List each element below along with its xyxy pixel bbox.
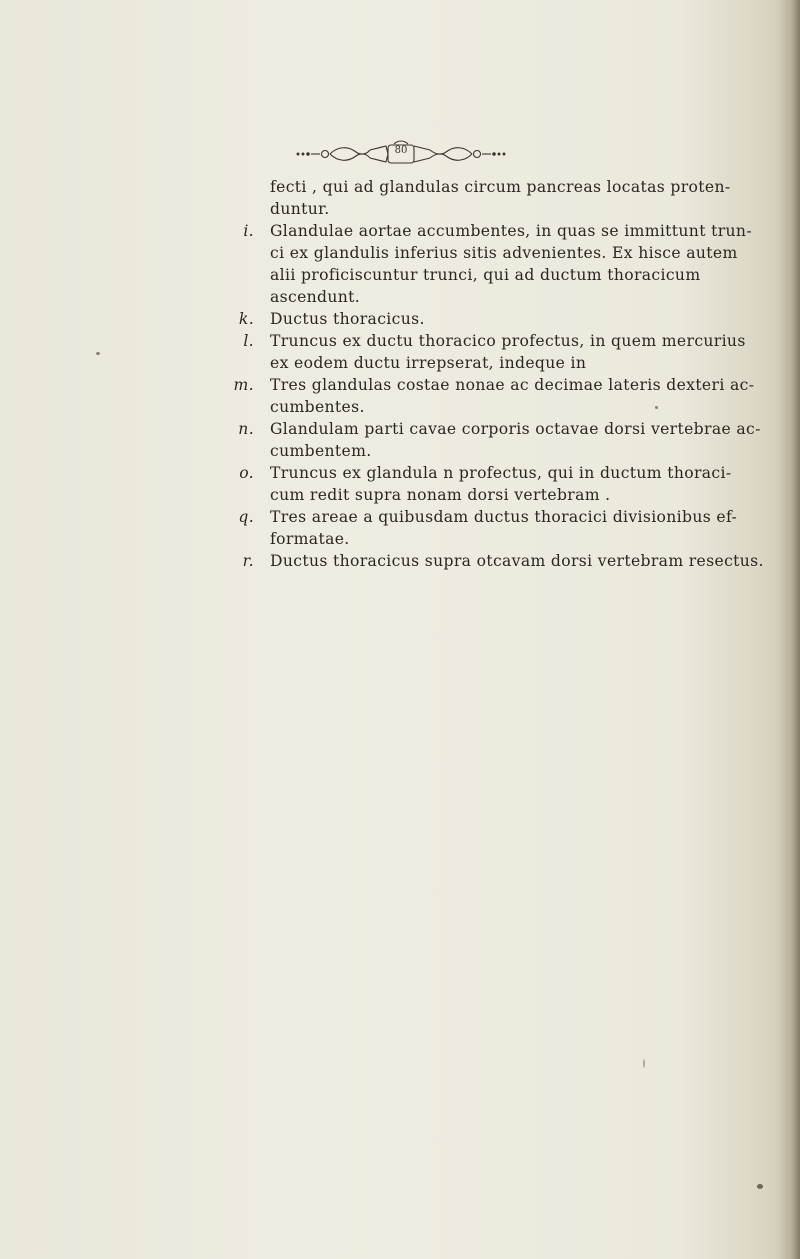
legend-entry-r xyxy=(240,550,780,572)
entry-letter: o. xyxy=(239,464,254,482)
entry-letter: n. xyxy=(238,420,254,438)
paper-speck xyxy=(96,352,100,355)
text-line: ci ex glandulis inferius sitis advenientes. Ex hisce autem xyxy=(270,244,738,262)
text-line: cum redit supra nonam dorsi vertebram . xyxy=(270,486,611,504)
text-line: formatae. xyxy=(270,530,350,548)
entry-letter: l. xyxy=(243,332,254,350)
text-line: Tres areae a quibusdam ductus thoracici divisionibus ef- xyxy=(270,508,738,526)
text-line: Ductus thoracicus. xyxy=(270,310,425,328)
text-line: Glandulam parti cavae corporis octavae dorsi vertebrae ac- xyxy=(270,420,761,438)
text-line: duntur. xyxy=(270,200,330,218)
text-line: cumbentes. xyxy=(270,398,365,416)
text-line: Ductus thoracicus supra otcavam dorsi vertebram resectus. xyxy=(270,552,764,570)
entry-letter: q. xyxy=(238,508,254,526)
legend-entry-l xyxy=(240,330,780,374)
text-line: Glandulae aortae accumbentes, in quas se immittunt trun- xyxy=(270,222,752,240)
paper-speck xyxy=(757,1184,763,1189)
text-line: Truncus ex ductu thoracico profectus, in quem mercurius xyxy=(270,332,746,350)
text-line: fecti , qui ad glandulas circum pancreas locatas proten- xyxy=(270,178,731,196)
legend-entry-k xyxy=(240,308,780,330)
entry-letter: m. xyxy=(233,376,254,394)
paper-speck xyxy=(643,1059,645,1068)
legend-entry-i xyxy=(240,220,780,308)
legend-entry-o xyxy=(240,462,780,506)
page-number: 80 xyxy=(394,145,408,156)
entry-letter: i. xyxy=(243,222,254,240)
legend-entry-n xyxy=(240,418,780,462)
entry-letter: r. xyxy=(242,552,254,570)
intro-paragraph xyxy=(240,176,780,220)
text-line: Tres glandulas costae nonae ac decimae lateris dexteri ac- xyxy=(270,376,755,394)
legend-entry-q xyxy=(240,506,780,550)
entry-letter: k. xyxy=(238,310,254,328)
text-line: ascendunt. xyxy=(270,288,361,306)
text-line: alii proficiscuntur trunci, qui ad ductum thoracicum xyxy=(270,266,701,284)
legend-entry-m xyxy=(233,374,780,418)
page-edge-shadow xyxy=(778,0,800,1259)
text-body xyxy=(233,176,780,572)
text-line: Truncus ex glandula n profectus, qui in ductum thoraci- xyxy=(270,464,732,482)
text-line: cumbentem. xyxy=(270,442,372,460)
text-line: ex eodem ductu irrepserat, indeque in xyxy=(270,354,587,372)
